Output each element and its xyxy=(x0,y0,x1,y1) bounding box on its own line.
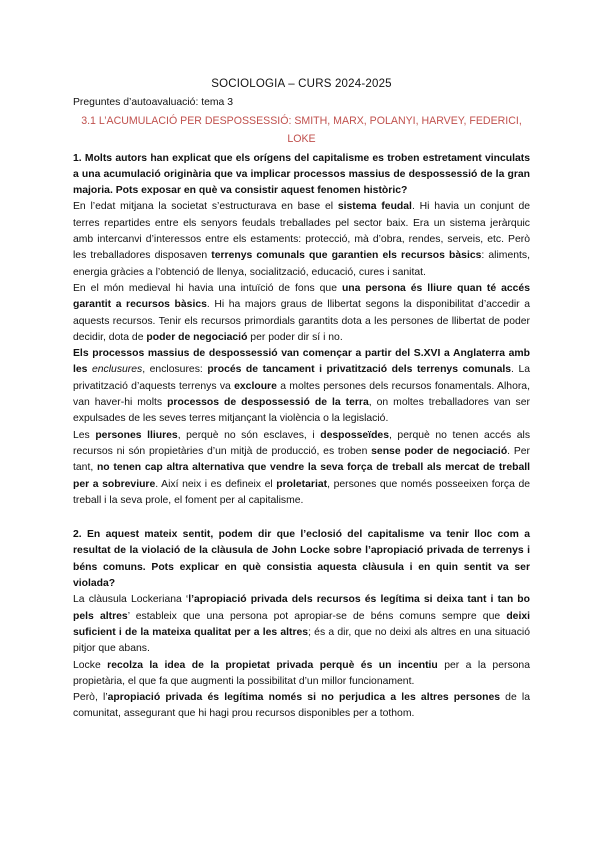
answer-2-paragraph-2: Locke recolza la idea de la propietat privada perquè és un incentiu per a la persona propietària, el que fa que augmenti la possibilitat d’un millor funcionament. xyxy=(73,659,530,687)
page-title: SOCIOLOGIA – CURS 2024-2025 xyxy=(211,78,392,90)
answer-1-paragraph-2: En el món medieval hi havia una intuïció de fons que una persona és lliure quan té accés garantit a recursos bàsics. Hi ha majors graus de llibertat segons la disponibilitat d’accedir a aquests recursos. Tenir els recursos primordials garantits dota a les persones de llibertat de poder decidir, dota de poder de negociació per poder dir sí i no. xyxy=(73,282,531,343)
answer-2-paragraph-3: Però, l’apropiació privada és legítima només si no perjudica a les altres persones de la comunitat, assegurant que hi hagi prou recursos disponibles per a tothom. xyxy=(73,692,530,720)
answer-1-paragraph-3: Els processos massius de despossessió van començar a partir del S.XVI a Anglaterra amb les enclusures, enclosures: procés de tancament i privatització dels terrenys comunals. La privatització d’aquests terrenys va excloure a moltes persones dels recursos fonamentals. Alhora, van haver-hi molts processos de despossessió de la terra, on moltes treballadores van ser expulsades de les seves terres mitjançant la violència o la legislació. xyxy=(73,348,531,425)
question-2: 2. En aquest mateix sentit, podem dir que l’eclosió del capitalisme va tenir lloc com a resultat de la violació de la clàusula de John Locke sobre l’apropiació privada de terrenys i béns comuns. Pots explicar en què consistia aquesta clàusula i en quin sentit va ser violada? xyxy=(73,529,530,590)
document-body xyxy=(73,76,530,723)
answer-2-paragraph-1: La clàusula Lockeriana ‘l’apropiació privada dels recursos és legítima si deixa tant i tan bo pels altres’ estableix que una persona pot apropiar-se de béns comuns sempre que deixi suficient i de la mateixa qualitat per a les altres; és a dir, que no deixi als altres en una situació pitjor que abans. xyxy=(73,594,531,655)
page-subtitle: Preguntes d’autoavaluació: tema 3 xyxy=(73,97,234,109)
answer-1-paragraph-4: Les persones lliures, perquè no són esclaves, i desposseïdes, perquè no tenen accés als recursos ni són propietàries d’un mitjà de producció, es troben sense poder de negociació. Per tant, no tenen cap altra alternativa que vendre la seva força de treball als mercat de treball per a sobreviure. Així neix i es defineix el proletariat, persones que només posseeixen força de treball i la seva prole, el foment per al capitalisme. xyxy=(73,429,531,506)
section-heading: 3.1 L’ACUMULACIÓ PER DESPOSSESSIÓ: SMITH, MARX, POLANYI, HARVEY, FEDERICI, LOKE xyxy=(81,114,522,146)
answer-1-paragraph-1: En l’edat mitjana la societat s’estructurava en base el sistema feudal. Hi havia un conjunt de terres repartides entre els senyors feudals treballades pel sector baix. Era un sistema jeràrquic amb intercanvi d’interessos entre els estaments: protecció, mà d’obra, rendes, serveis, etc. Però les treballadores disposaven terrenys comunals que garantien els recursos bàsics: aliments, energia gràcies a l’obtenció de llenya, socialització, educació, cures i sanitat. xyxy=(73,201,531,278)
paragraph-spacer xyxy=(73,509,530,525)
question-1: 1. Molts autors han explicat que els orígens del capitalisme es troben estretament vinculats a una acumulació originària que va implicar processos massius de despossessió de la gran majoria. Pots exposar en què va consistir aquest fenomen històric? xyxy=(73,152,530,197)
